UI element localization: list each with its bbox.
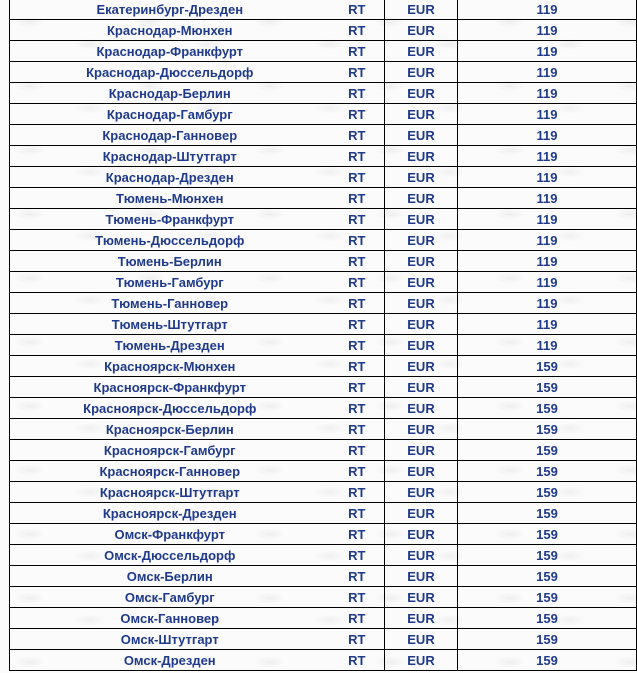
- price-cell: 159: [458, 524, 637, 545]
- route-cell: Красноярск-Дрезден: [10, 503, 330, 524]
- currency-cell: EUR: [385, 482, 458, 503]
- currency-cell: EUR: [385, 566, 458, 587]
- route-cell: Омск-Штутгарт: [10, 629, 330, 650]
- route-cell: Красноярск-Гамбург: [10, 440, 330, 461]
- table-row: [10, 62, 637, 83]
- trip-type-cell: RT: [330, 545, 385, 566]
- trip-type-cell: RT: [330, 146, 385, 167]
- route-cell: Краснодар-Берлин: [10, 83, 330, 104]
- route-cell: Красноярск-Франкфурт: [10, 377, 330, 398]
- currency-cell: EUR: [385, 125, 458, 146]
- currency-cell: EUR: [385, 629, 458, 650]
- currency-cell: EUR: [385, 83, 458, 104]
- table-row: [10, 356, 637, 377]
- table-row: [10, 272, 637, 293]
- price-cell: 159: [458, 566, 637, 587]
- currency-cell: EUR: [385, 146, 458, 167]
- route-cell: Тюмень-Берлин: [10, 251, 330, 272]
- trip-type-cell: RT: [330, 503, 385, 524]
- currency-cell: EUR: [385, 209, 458, 230]
- currency-cell: EUR: [385, 230, 458, 251]
- trip-type-cell: RT: [330, 650, 385, 671]
- trip-type-cell: RT: [330, 314, 385, 335]
- route-cell: Краснодар-Гамбург: [10, 104, 330, 125]
- route-cell: Омск-Гамбург: [10, 587, 330, 608]
- currency-cell: EUR: [385, 0, 458, 20]
- route-cell: Краснодар-Мюнхен: [10, 20, 330, 41]
- table-row: [10, 251, 637, 272]
- price-cell: 159: [458, 440, 637, 461]
- trip-type-cell: RT: [330, 419, 385, 440]
- currency-cell: EUR: [385, 62, 458, 83]
- price-cell: 159: [458, 587, 637, 608]
- trip-type-cell: RT: [330, 629, 385, 650]
- table-row: [10, 188, 637, 209]
- route-cell: Омск-Дюссельдорф: [10, 545, 330, 566]
- currency-cell: EUR: [385, 167, 458, 188]
- table-row: [10, 146, 637, 167]
- trip-type-cell: RT: [330, 167, 385, 188]
- table-row: [10, 104, 637, 125]
- price-cell: 159: [458, 608, 637, 629]
- table-row: [10, 398, 637, 419]
- trip-type-cell: RT: [330, 104, 385, 125]
- price-cell: 119: [458, 104, 637, 125]
- currency-cell: EUR: [385, 398, 458, 419]
- price-cell: 119: [458, 209, 637, 230]
- table-row: [10, 83, 637, 104]
- table-row: [10, 440, 637, 461]
- price-cell: 159: [458, 419, 637, 440]
- price-cell: 119: [458, 272, 637, 293]
- price-cell: 119: [458, 314, 637, 335]
- route-cell: Краснодар-Дрезден: [10, 167, 330, 188]
- trip-type-cell: RT: [330, 251, 385, 272]
- trip-type-cell: RT: [330, 0, 385, 20]
- price-cell: 119: [458, 83, 637, 104]
- currency-cell: EUR: [385, 20, 458, 41]
- currency-cell: EUR: [385, 251, 458, 272]
- table-row: [10, 167, 637, 188]
- currency-cell: EUR: [385, 377, 458, 398]
- table-row: [10, 566, 637, 587]
- trip-type-cell: RT: [330, 566, 385, 587]
- route-cell: Красноярск-Дюссельдорф: [10, 398, 330, 419]
- table-row: [10, 125, 637, 146]
- currency-cell: EUR: [385, 545, 458, 566]
- trip-type-cell: RT: [330, 482, 385, 503]
- trip-type-cell: RT: [330, 188, 385, 209]
- route-cell: Краснодар-Дюссельдорф: [10, 62, 330, 83]
- currency-cell: EUR: [385, 41, 458, 62]
- trip-type-cell: RT: [330, 62, 385, 83]
- route-cell: Красноярск-Штутгарт: [10, 482, 330, 503]
- currency-cell: EUR: [385, 440, 458, 461]
- trip-type-cell: RT: [330, 524, 385, 545]
- route-cell: Краснодар-Штутгарт: [10, 146, 330, 167]
- trip-type-cell: RT: [330, 230, 385, 251]
- route-cell: Омск-Ганновер: [10, 608, 330, 629]
- route-cell: Тюмень-Дюссельдорф: [10, 230, 330, 251]
- price-cell: 159: [458, 356, 637, 377]
- table-row: [10, 335, 637, 356]
- currency-cell: EUR: [385, 314, 458, 335]
- currency-cell: EUR: [385, 188, 458, 209]
- price-cell: 159: [458, 650, 637, 671]
- price-table: [9, 0, 637, 671]
- route-cell: Красноярск-Мюнхен: [10, 356, 330, 377]
- trip-type-cell: RT: [330, 398, 385, 419]
- price-cell: 119: [458, 251, 637, 272]
- route-cell: Тюмень-Штутгарт: [10, 314, 330, 335]
- table-row: [10, 524, 637, 545]
- price-cell: 159: [458, 503, 637, 524]
- price-cell: 119: [458, 146, 637, 167]
- currency-cell: EUR: [385, 419, 458, 440]
- currency-cell: EUR: [385, 356, 458, 377]
- table-row: [10, 545, 637, 566]
- currency-cell: EUR: [385, 587, 458, 608]
- table-row: [10, 293, 637, 314]
- table-row: [10, 230, 637, 251]
- currency-cell: EUR: [385, 335, 458, 356]
- price-table-body: [10, 0, 637, 671]
- price-cell: 159: [458, 545, 637, 566]
- price-cell: 159: [458, 461, 637, 482]
- route-cell: Тюмень-Гамбург: [10, 272, 330, 293]
- table-row: [10, 419, 637, 440]
- trip-type-cell: RT: [330, 293, 385, 314]
- trip-type-cell: RT: [330, 83, 385, 104]
- route-cell: Омск-Франкфурт: [10, 524, 330, 545]
- trip-type-cell: RT: [330, 461, 385, 482]
- price-cell: 119: [458, 20, 637, 41]
- currency-cell: EUR: [385, 461, 458, 482]
- route-cell: Омск-Дрезден: [10, 650, 330, 671]
- price-cell: 159: [458, 377, 637, 398]
- price-cell: 159: [458, 398, 637, 419]
- route-cell: Красноярск-Берлин: [10, 419, 330, 440]
- price-cell: 119: [458, 0, 637, 20]
- table-row: [10, 209, 637, 230]
- currency-cell: EUR: [385, 524, 458, 545]
- trip-type-cell: RT: [330, 440, 385, 461]
- trip-type-cell: RT: [330, 377, 385, 398]
- trip-type-cell: RT: [330, 41, 385, 62]
- route-cell: Тюмень-Франкфурт: [10, 209, 330, 230]
- currency-cell: EUR: [385, 650, 458, 671]
- trip-type-cell: RT: [330, 356, 385, 377]
- trip-type-cell: RT: [330, 335, 385, 356]
- table-row: [10, 377, 637, 398]
- table-row: [10, 461, 637, 482]
- currency-cell: EUR: [385, 293, 458, 314]
- price-cell: 119: [458, 167, 637, 188]
- route-cell: Тюмень-Мюнхен: [10, 188, 330, 209]
- price-cell: 119: [458, 41, 637, 62]
- table-row: [10, 314, 637, 335]
- currency-cell: EUR: [385, 608, 458, 629]
- table-row: [10, 20, 637, 41]
- route-cell: Красноярск-Ганновер: [10, 461, 330, 482]
- price-cell: 159: [458, 482, 637, 503]
- price-cell: 119: [458, 335, 637, 356]
- price-cell: 119: [458, 62, 637, 83]
- route-cell: Тюмень-Ганновер: [10, 293, 330, 314]
- route-cell: Омск-Берлин: [10, 566, 330, 587]
- trip-type-cell: RT: [330, 209, 385, 230]
- table-row: [10, 650, 637, 671]
- route-cell: Краснодар-Франкфурт: [10, 41, 330, 62]
- price-cell: 119: [458, 293, 637, 314]
- route-cell: Краснодар-Ганновер: [10, 125, 330, 146]
- table-row: [10, 503, 637, 524]
- table-row: [10, 608, 637, 629]
- trip-type-cell: RT: [330, 20, 385, 41]
- currency-cell: EUR: [385, 503, 458, 524]
- route-cell: Екатеринбург-Дрезден: [10, 0, 330, 20]
- table-row: [10, 0, 637, 20]
- trip-type-cell: RT: [330, 272, 385, 293]
- currency-cell: EUR: [385, 272, 458, 293]
- table-row: [10, 41, 637, 62]
- table-row: [10, 482, 637, 503]
- price-cell: 119: [458, 230, 637, 251]
- trip-type-cell: RT: [330, 608, 385, 629]
- price-cell: 119: [458, 188, 637, 209]
- table-row: [10, 629, 637, 650]
- trip-type-cell: RT: [330, 125, 385, 146]
- currency-cell: EUR: [385, 104, 458, 125]
- price-cell: 119: [458, 125, 637, 146]
- table-row: [10, 587, 637, 608]
- route-cell: Тюмень-Дрезден: [10, 335, 330, 356]
- price-cell: 159: [458, 629, 637, 650]
- trip-type-cell: RT: [330, 587, 385, 608]
